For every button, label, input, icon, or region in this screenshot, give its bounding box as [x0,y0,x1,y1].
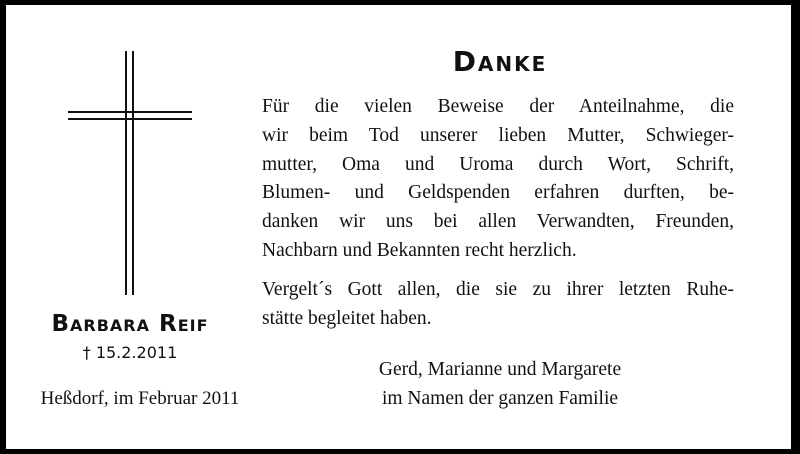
thanks-paragraph [262,93,734,266]
deceased-name: Barbara Reif [51,311,209,337]
cross-icon [68,51,192,295]
paragraph-line: Vergelt´s Gott allen, die sie zu ihrer letzten Ruhe- [262,279,734,300]
paragraph-line: Für die vielen Beweise der Anteilnahme, die [262,96,734,117]
paragraph-line: danken wir uns bei allen Verwandten, Freunden, [262,211,734,233]
paragraph-line: Nachbarn und Bekannten recht herzlich. [262,239,577,261]
paragraph-line: stätte begleitet haben. [262,307,432,329]
signature-line: Gerd, Marianne und Margarete [378,359,622,380]
paragraph-line: Blumen- und Geldspenden erfahren durften, be- [262,182,734,204]
signature-line: im Namen der ganzen Familie [381,388,619,409]
blessing-paragraph [262,276,734,334]
place-and-date: Heßdorf, im Februar 2011 [40,388,240,409]
death-date: † 15.2.2011 [82,343,178,362]
paragraph-line: mutter, Oma und Uroma durch Wort, Schrift, [262,153,734,175]
notice-title: Danke [452,45,548,78]
signature [260,355,740,413]
paragraph-line: wir beim Tod unserer lieben Mutter, Schwieger- [262,124,734,146]
obituary-notice [6,5,791,449]
